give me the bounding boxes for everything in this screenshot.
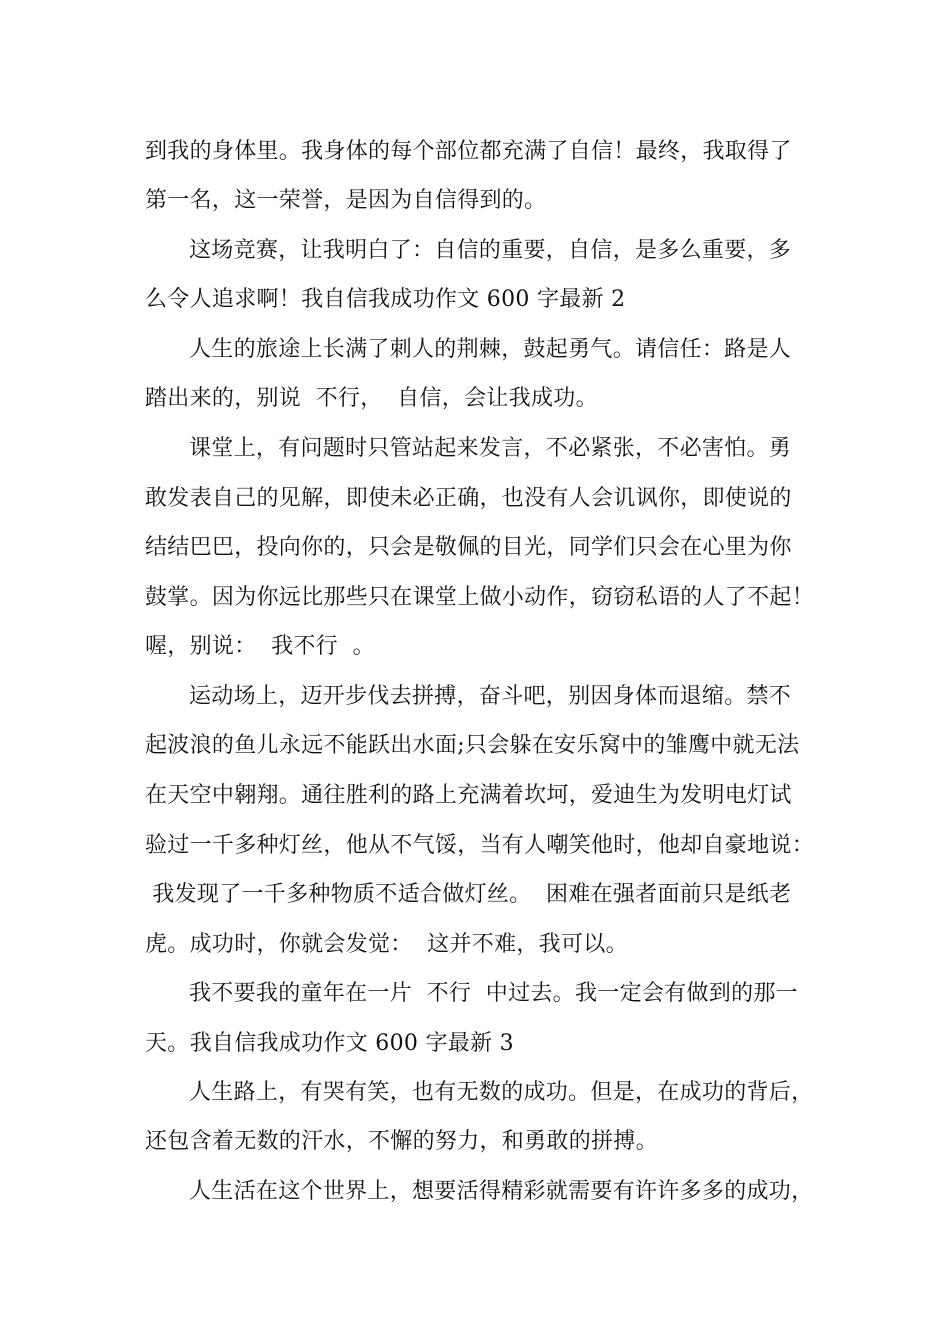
text-line-19: 天。我自信我成功作文 600 字最新 3 <box>145 1031 514 1056</box>
text-line-21: 还包含着无数的汗水，不懈的努力，和勇敢的拼搏。 <box>145 1129 658 1154</box>
text-line-12: 运动场上，迈开步伐去拼搏，奋斗吧，别因身体而退缩。禁不 <box>189 684 792 709</box>
text-line-17: 虎。成功时，你就会发觉： 这并不难，我可以。 <box>145 932 628 957</box>
text-line-15: 验过一千多种灯丝，他从不气馁，当有人嘲笑他时，他却自豪地说： <box>145 833 815 858</box>
text-line-22: 人生活在这个世界上，想要活得精彩就需要有许许多多的成功， <box>189 1179 814 1204</box>
text-line-1: 到我的身体里。我身体的每个部位都充满了自信！最终，我取得了 <box>145 139 792 164</box>
text-line-13: 起波浪的鱼儿永远不能跃出水面;只会躲在安乐窝中的雏鹰中就无法 <box>145 733 800 758</box>
text-line-5: 人生的旅途上长满了刺人的荆棘，鼓起勇气。请信任：路是人 <box>189 337 792 362</box>
text-line-18: 我不要我的童年在一片 不行 中过去。我一定会有做到的那一 <box>189 981 798 1006</box>
text-line-8: 敢发表自己的见解，即使未必正确，也没有人会讥讽你，即使说的 <box>145 486 792 511</box>
text-line-16: 我发现了一千多种物质不适合做灯丝。 困难在强者面前只是纸老 <box>145 882 792 907</box>
text-line-11: 喔，别说： 我不行 。 <box>145 634 375 659</box>
text-line-2: 第一名，这一荣誉，是因为自信得到的。 <box>145 188 547 213</box>
text-line-10: 鼓掌。因为你远比那些只在课堂上做小动作，窃窃私语的人了不起！ <box>145 585 815 610</box>
text-line-6: 踏出来的，别说 不行， 自信，会让我成功。 <box>145 386 598 411</box>
text-line-3: 这场竞赛，让我明白了：自信的重要，自信，是多么重要，多 <box>189 238 792 263</box>
text-line-9: 结结巴巴，投向你的，只会是敬佩的目光，同学们只会在心里为你 <box>145 535 792 560</box>
text-line-20: 人生路上，有哭有笑，也有无数的成功。但是，在成功的背后， <box>189 1080 814 1105</box>
text-line-14: 在天空中翱翔。通往胜利的路上充满着坎坷，爱迪生为发明电灯试 <box>145 783 792 808</box>
text-line-7: 课堂上，有问题时只管站起来发言，不必紧张，不必害怕。勇 <box>189 436 792 461</box>
text-line-4: 么令人追求啊！我自信我成功作文 600 字最新 2 <box>145 287 626 312</box>
